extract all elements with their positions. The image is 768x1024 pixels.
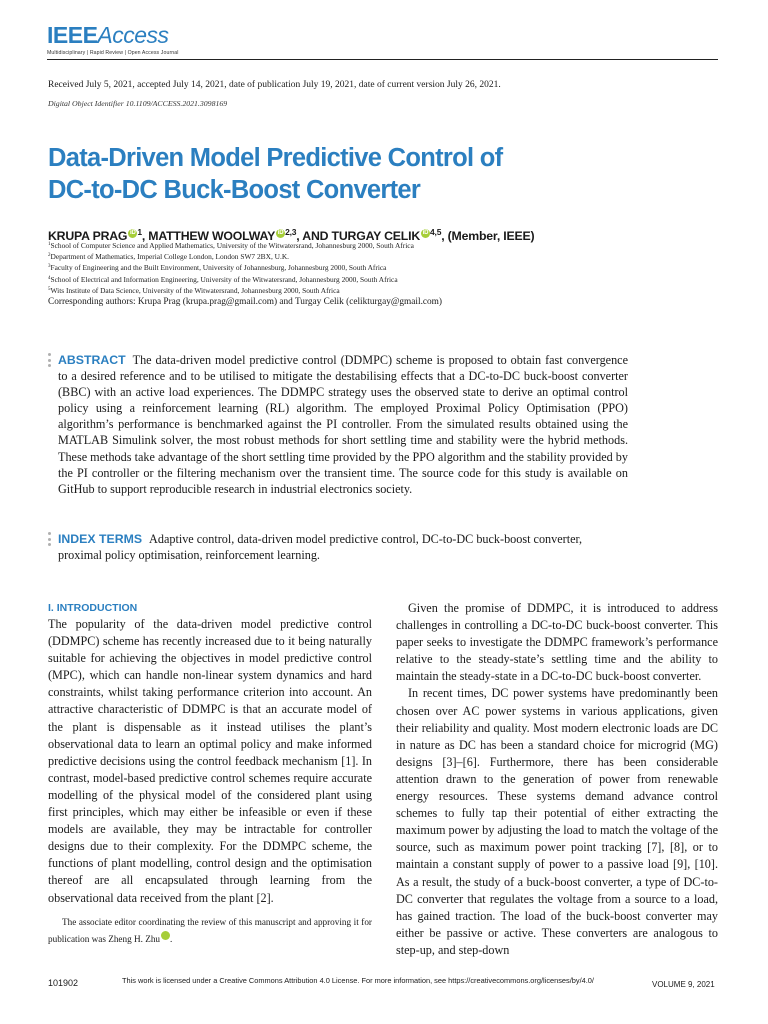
left-column: [48, 616, 372, 907]
index-terms-text: Adaptive control, data-driven model predictive control, DC-to-DC buck-boost converter, proximal policy optimisation, reinforcement learning.: [58, 532, 583, 563]
paper-title: [48, 142, 708, 206]
affiliation-item: $^2$Department of Mathematics, Imperial College London, London SW7 2BX, U.K.: [48, 252, 290, 262]
affiliations-list: [48, 240, 414, 296]
volume-label: VOLUME 9, 2021: [652, 980, 715, 989]
author-2-affiliation: 2,3: [285, 227, 297, 237]
affiliation-item: $^4$School of Electrical and Information Engineering, University of the Witwatersrand, Johannesburg 2000, South Africa: [48, 274, 398, 284]
abstract-marker-icon: [48, 353, 51, 370]
section-heading-introduction: I. INTRODUCTION: [48, 602, 138, 614]
orcid-icon[interactable]: iD: [277, 230, 284, 236]
title-line-1: Data-Driven Model Predictive Control of: [48, 144, 503, 172]
author-3: , AND TURGAY CELIK: [296, 229, 421, 243]
index-terms-block: [58, 531, 628, 563]
received-dates: Received July 5, 2021, accepted July 14, 2021, date of publication July 19, 2021, date of current version July 26, 2021.: [48, 80, 501, 90]
index-terms-label: INDEX TERMS: [58, 532, 143, 546]
orcid-icon[interactable]: iD: [422, 230, 429, 236]
page-number: 101902: [48, 978, 79, 988]
editor-footnote: The associate editor coordinating the review of this manuscript and approving it for publication was Zheng H. Zhu iD.: [48, 917, 372, 944]
logo-tagline: Multidisciplinary | Rapid Review | Open Access Journal: [47, 50, 179, 56]
abstract-block: [58, 352, 628, 497]
intro-paragraph: Given the promise of DDMPC, it is introduced to address challenges in controlling a DC-to-DC buck-boost converter. This paper seeks to investigate the DDMPC framework’s performance relative to the steady-state’s settling time and the ability to maintain the steady-state in a DC-to-DC buck-boost converter.: [396, 601, 718, 684]
header-divider: [47, 59, 718, 60]
author-1: KRUPA PRAG: [48, 229, 128, 243]
journal-logo: [47, 22, 179, 56]
orcid-icon[interactable]: iD: [161, 931, 170, 940]
footnote-text: The associate editor coordinating the review of this manuscript and approving it for publication was Zheng H. Zhu: [48, 917, 372, 944]
affiliation-item: $^1$School of Computer Science and Applied Mathematics, University of the Witwatersrand, Johannesburg 2000, South Africa: [48, 241, 414, 250]
logo-ieee: IEEE: [47, 22, 98, 48]
author-suffix: , (Member, IEEE): [441, 229, 535, 243]
abstract-text: The data-driven model predictive control (DDMPC) scheme is proposed to obtain fast convergence to a desired reference and to be utilised to mitigate the destabilising effects that a DC-to-DC buck-boost converter (BBC) with an active load experiences. The DDMPC strategy uses the observed state to derive an optimal control policy using a reinforcement learning (RL) algorithm. The employed Proximal Policy Optimisation (PPO) algorithm’s performance is benchmarked against the PI controller. From the simulated results obtained using the MATLAB Simulink solver, the most robust methods for short settling time and stability were the hybrid methods. These methods take advantage of the short settling time provided by the PPO algorithm and the stability provided by the PI controller or the filtering mechanism over the transient time. The source code for this study is available on GitHub to support reproducible research in industrial electronics society.: [58, 353, 628, 496]
intro-paragraph: The popularity of the data-driven model predictive control (DDMPC) scheme has recently increased due to it being naturally suitable for achieving the objectives in model predictive control (MPC), which can handle non-linear system dynamics and hard constraints, whilst taking performance criterion into account. An attractive characteristic of DDMPC is that an accurate model of the plant is dispensable as it instead utilises the plant’s observational data to learn an optimal policy and make informed predictive decisions using the control feedback mechanism [1]. In contrast, model-based predictive control schemes require accurate modelling of the physical model of the considered plant using first principles, which may either be infeasible or even if these models are available, they may be intractable for controller designs due to their complexity. For the DDMPC scheme, the functions of plant modelling, control design and the optimisation thereof are all encapsulated through learning from the observational data received from the plant [2].: [48, 617, 372, 905]
logo-access: Access: [97, 22, 169, 48]
corresponding-authors: Corresponding authors: Krupa Prag (krupa.prag@gmail.com) and Turgay Celik (celikturgay@gmail.com): [48, 297, 443, 307]
intro-paragraph: In recent times, DC power systems have predominantly been chosen over AC power systems in various applications, given their reliability and quality. Most modern electronic loads are DC in nature as DC has been a standard choice for microgrid (MG) designs [3]–[6]. Furthermore, there has been considerable attention drawn to the generation of power from renewable energy resources. These systems demand advance control schemes to fully tap their potential of either extracting the maximum power by adjusting the load to match the voltage of the source, such as maximum power point tracking [7], [8], or to maintain a constant supply of power to a passive load [9], [10]. As a result, the study of a buck-boost converter, a type of DC-to-DC converter that regulates the voltage from a source to a load, has gained traction. The load of the buck-boost converter may either be passive or active. These converters are analogous to step-up, and step-down: [396, 686, 718, 957]
orcid-icon[interactable]: iD: [130, 230, 136, 236]
affiliation-item: $^3$Faculty of Engineering and the Built Environment, University of Johannesburg, Johannesburg 2000, South Africa: [48, 263, 387, 273]
author-1-affiliation: 1: [137, 227, 142, 237]
right-column: [396, 600, 718, 959]
license-notice[interactable]: This work is licensed under a Creative Commons Attribution 4.0 License. For more information, see https://creativecommons.org/licenses/by/4.0/: [122, 976, 594, 985]
index-terms-marker-icon: [48, 532, 51, 549]
abstract-label: ABSTRACT: [58, 353, 126, 367]
doi-line[interactable]: Digital Object Identifier 10.1109/ACCESS.2021.3098169: [48, 99, 228, 108]
affiliation-item: $^5$Wits Institute of Data Science, University of the Witwatersrand, Johannesburg 2000, South Africa: [48, 285, 340, 295]
author-2: , MATTHEW WOOLWAY: [141, 229, 276, 243]
author-3-affiliation: 4,5: [430, 227, 442, 237]
title-line-2: DC-to-DC Buck-Boost Converter: [48, 176, 421, 204]
